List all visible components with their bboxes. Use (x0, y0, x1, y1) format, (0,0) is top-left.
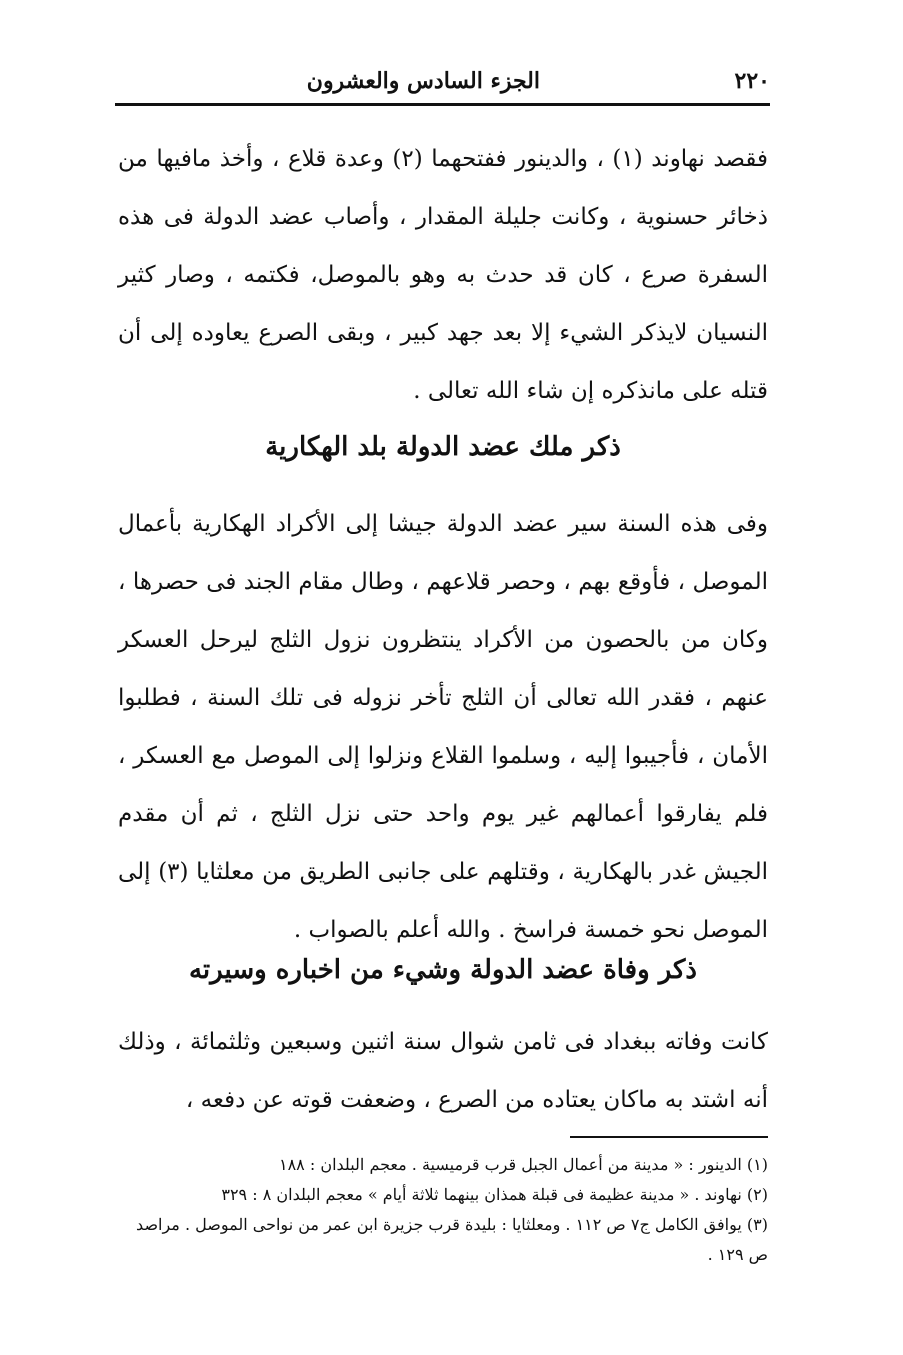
page-header (115, 62, 770, 100)
section-heading-hakkari: ذكر ملك عضد الدولة بلد الهكارية (265, 432, 621, 462)
page-number: ٢٢٠ (734, 68, 770, 94)
footnotes (118, 1150, 768, 1270)
footnote-1: (١) الدينور : « مدينة من أعمال الجبل قرب قرميسية . معجم البلدان : ١٨٨ (278, 1155, 768, 1174)
running-title: الجزء السادس والعشرون (306, 68, 540, 94)
paragraph-2: وفى هذه السنة سير عضد الدولة جيشا إلى الأكراد الهكارية بأعمال الموصل ، فأوقع بهم ، وحصر قلاعهم ، وطال مقام الجند فى حصرها ، وكان من بالحصون من الأكراد ينتظرون نزول الثلج ليرحل العسكر عنهم ، فقدر الله تعالى أن الثلج تأخر نزوله فى تلك السنة ، فطلبوا الأمان ، فأجيبوا إليه ، وسلموا القلاع ونزلوا إلى الموصل مع العسكر ، فلم يفارقوا أعمالهم غير يوم واحد حتى نزل الثلج ، ثم أن مقدم الجيش غدر بالهكارية ، وقتلهم على جانبى الطريق من معلثايا (٣) إلى الموصل نحو خمسة فراسخ . والله أعلم بالصواب . (118, 511, 768, 943)
footnote-2: (٢) نهاوند . « مدينة عظيمة فى قبلة همذان بينهما ثلاثة أيام » معجم البلدان ٨ : ٣٢٩ (221, 1185, 768, 1204)
paragraph-3: كانت وفاته ببغداد فى ثامن شوال سنة اثنين وسبعين وثلثمائة ، وذلك أنه اشتد به ماكان يعتاده من الصرع ، وضعفت قوته عن دفعه ، (118, 1029, 768, 1113)
paragraph-1: فقصد نهاوند (١) ، والدينور ففتحهما (٢) وعدة قلاع ، وأخذ مافيها من ذخائر حسنوية ، وكانت جليلة المقدار ، وأصاب عضد الدولة فى هذه السفرة صرع ، كان قد حدث به وهو بالموصل، فكتمه ، وصار كثير النسيان لايذكر الشيء إلا بعد جهد كبير ، وبقى الصرع يعاوده إلى أن قتله على مانذكره إن شاء الله تعالى . (118, 146, 768, 404)
footnote-3: (٣) يوافق الكامل ج٧ ص ١١٢ . ومعلثايا : بليدة قرب جزيرة ابن عمر من نواحى الموصل . مراصد ص ١٢٩ . (136, 1215, 768, 1264)
header-rule (115, 103, 770, 106)
footnote-rule (570, 1136, 768, 1138)
section-heading-death: ذكر وفاة عضد الدولة وشيء من اخباره وسيرته (188, 955, 697, 985)
